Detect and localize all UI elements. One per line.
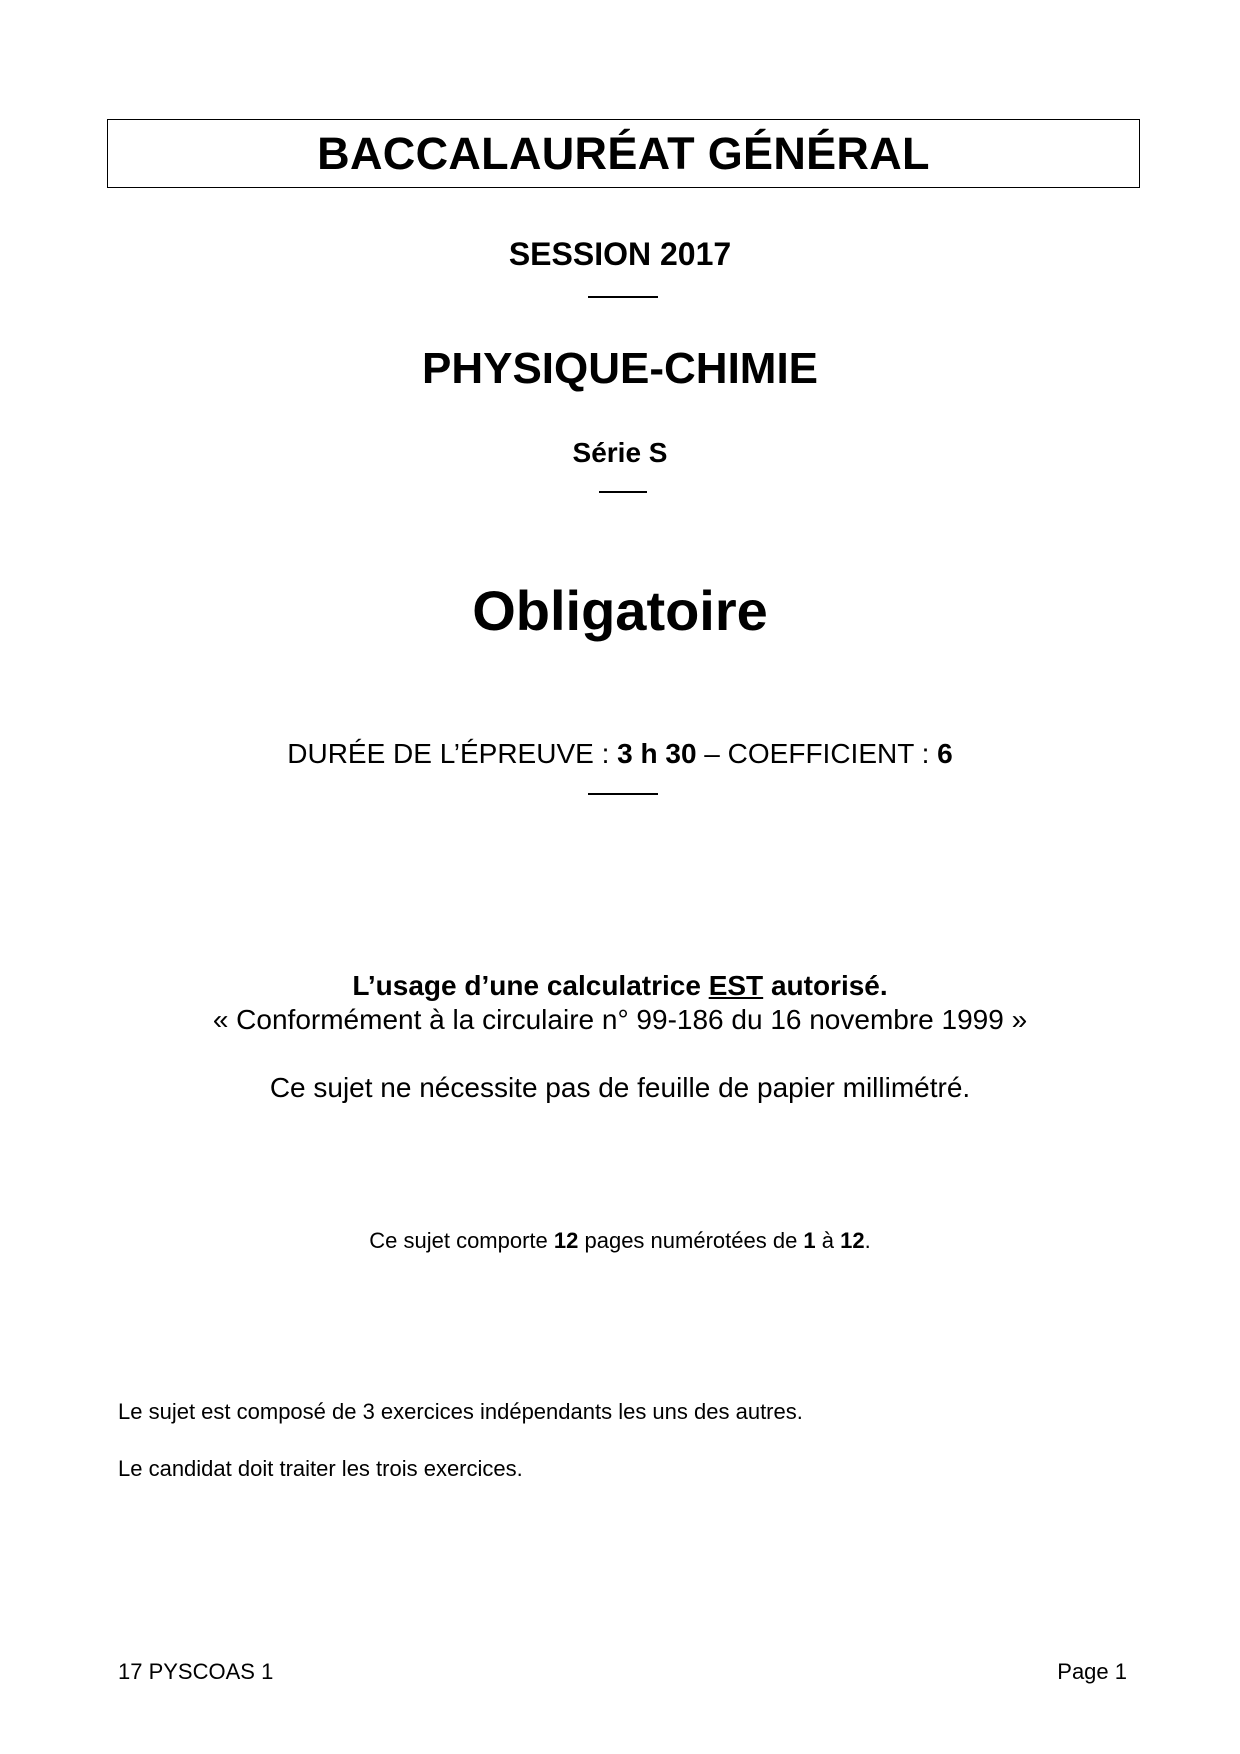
pages-middle: pages numérotées de [578,1228,804,1253]
pages-end: . [864,1228,871,1253]
pages-prefix: Ce sujet comporte [369,1228,554,1253]
divider [588,793,658,795]
page-count-note [0,1228,1240,1254]
pages-to: 12 [840,1228,865,1253]
calculator-prefix: L’usage d’une calculatrice [352,970,709,1001]
footer-page-number: Page 1 [1057,1659,1127,1684]
pages-from: 1 [803,1228,816,1253]
calculator-suffix: autorisé. [763,970,888,1001]
pages-to-word: à [815,1228,841,1253]
serie-label: Série S [572,437,668,468]
session-label: SESSION 2017 [508,236,732,272]
duration-separator: – COEFFICIENT : [696,738,938,769]
calculator-notice [0,970,1240,1002]
paper-note: Ce sujet ne nécessite pas de feuille de papier millimétré. [269,1072,971,1103]
option-title: Obligatoire [472,579,768,642]
exam-title-box [107,119,1140,188]
exam-title: BACCALAURÉAT GÉNÉRAL [317,127,930,179]
footer-code: 17 PYSCOAS 1 [118,1659,274,1684]
duration-line [0,738,1240,770]
pages-count: 12 [553,1228,579,1253]
divider [588,296,658,298]
task-note: Le candidat doit traiter les trois exercices. [118,1456,523,1481]
subject-title: PHYSIQUE-CHIMIE [421,344,819,393]
divider [599,491,647,493]
composition-note: Le sujet est composé de 3 exercices indépendants les uns des autres. [118,1399,803,1424]
calculator-emphasis: EST [708,970,764,1001]
duration-prefix: DURÉE DE L’ÉPREUVE : [287,738,618,769]
duration-time: 3 h 30 [617,738,697,769]
coefficient-value: 6 [937,738,953,769]
circular-reference: « Conformément à la circulaire n° 99-186 du 16 novembre 1999 » [212,1004,1028,1035]
